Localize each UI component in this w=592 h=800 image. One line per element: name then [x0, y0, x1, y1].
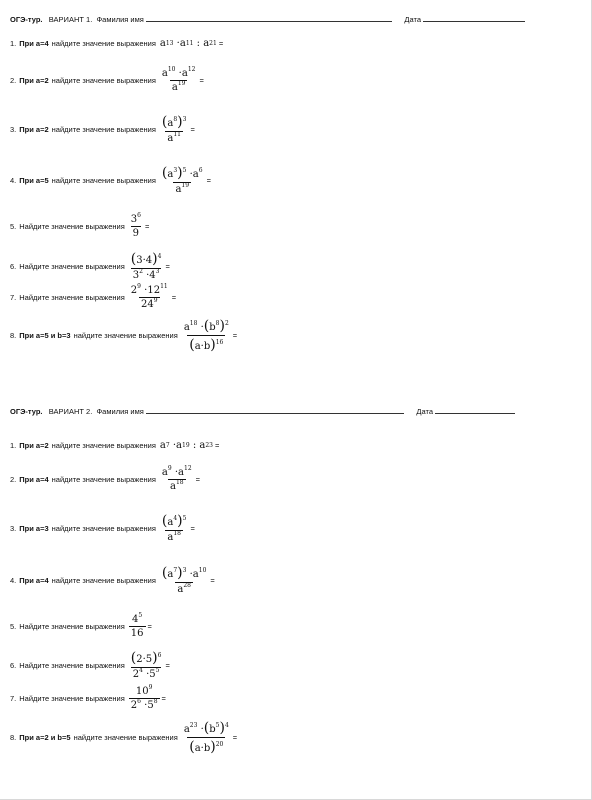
equals-sign: =: [190, 523, 195, 533]
v2-question-7: [10, 686, 166, 711]
question-condition: При а=2: [19, 441, 49, 450]
question-task: найдите значение выражения: [51, 76, 156, 85]
question-number: 6.: [10, 660, 17, 670]
expression: $\frac{4^5}{16}$: [130, 612, 144, 639]
name-field-line[interactable]: [146, 406, 404, 414]
v2-question-6: [10, 650, 170, 680]
question-condition: При а=2: [19, 124, 49, 134]
question-number: 5.: [10, 622, 17, 631]
expression: $\frac{10^9}{2^6 \cdot 5^8}$: [130, 684, 158, 711]
question-task: Найдите значение выражения: [19, 622, 125, 631]
date-label: Дата: [404, 15, 422, 24]
question-task: Найдите значение выражения: [19, 293, 125, 302]
expression: $\frac{a^{23} \cdot(b^5)^4}{(a\cdot b)^{20}}$: [183, 720, 229, 755]
header-title: ОГЭ-тур.: [10, 15, 43, 24]
equals-sign: =: [210, 575, 215, 585]
question-number: 1.: [10, 39, 17, 48]
expression: $\frac{(3\cdot 4)^4}{3^2 \cdot 4^3}$: [130, 251, 162, 281]
equals-sign: =: [195, 475, 201, 484]
v2-question-1: [10, 440, 219, 451]
question-number: 4.: [10, 175, 17, 185]
question-task: Найдите значение выражения: [19, 261, 125, 271]
date-label: Дата: [416, 407, 434, 416]
question-task: найдите значение выражения: [51, 124, 156, 134]
question-task: Найдите значение выражения: [19, 222, 125, 231]
name-label: Фамилия имя: [96, 407, 144, 416]
question-condition: При а=4: [19, 475, 49, 484]
equals-sign: =: [190, 124, 195, 134]
question-number: 8.: [10, 331, 17, 340]
expression: $\frac{(a^4)^5}{a^{18}}$: [161, 513, 187, 543]
v2-question-4: [10, 565, 215, 595]
question-number: 8.: [10, 733, 17, 742]
date-field-line[interactable]: [435, 406, 515, 414]
question-task: найдите значение выражения: [51, 441, 156, 450]
expression: $\frac{a^{10} \cdot a^{12}}{a^{19}}$: [161, 66, 196, 93]
question-condition: При а=2: [19, 76, 49, 85]
expression: $\frac{(a^7)^3 \cdot a^{10}}{a^{28}}$: [161, 565, 207, 595]
expression: $\frac{2^9 \cdot 12^{11}}{24^9}$: [130, 283, 168, 310]
question-number: 3.: [10, 523, 17, 533]
question-task: найдите значение выражения: [51, 475, 156, 484]
question-task: Найдите значение выражения: [19, 660, 125, 670]
name-label: Фамилия имя: [96, 15, 144, 24]
question-condition: При а=5: [19, 175, 49, 185]
question-number: 5.: [10, 222, 17, 231]
date-field-line[interactable]: [423, 14, 525, 22]
expression: $\frac{(a^8)^3}{a^{11}}$: [161, 114, 187, 144]
question-condition: При а=5 и b=3: [19, 331, 71, 340]
question-number: 7.: [10, 694, 17, 703]
question-number: 2.: [10, 475, 17, 484]
question-number: 7.: [10, 293, 17, 302]
equals-sign: =: [215, 441, 220, 450]
equals-sign: =: [232, 733, 238, 742]
header-variant: ВАРИАНТ 1.: [48, 15, 93, 24]
equals-sign: =: [161, 694, 166, 703]
expression: a 13 ·a 11 : a 21: [159, 38, 217, 49]
v2-question-3: [10, 513, 195, 543]
question-condition: При а=2 и b=5: [19, 733, 71, 742]
equals-sign: =: [171, 293, 177, 302]
equals-sign: =: [147, 622, 152, 631]
variant-2-header: [10, 406, 515, 416]
variant-1-header: [10, 14, 525, 24]
expression: a 7 ·a 19 : a 23: [159, 440, 213, 451]
v2-question-5: [10, 614, 152, 639]
expression: $\frac{(2\cdot 5)^6}{2^4 \cdot 5^5}$: [130, 650, 162, 680]
question-task: Найдите значение выражения: [19, 694, 125, 703]
equals-sign: =: [165, 660, 170, 670]
question-task: найдите значение выражения: [73, 331, 178, 340]
question-number: 2.: [10, 76, 17, 85]
v1-question-7: [10, 285, 176, 310]
equals-sign: =: [165, 261, 170, 271]
v1-question-6: [10, 251, 170, 281]
v2-question-8: [10, 720, 237, 755]
question-task: найдите значение выражения: [51, 523, 156, 533]
v1-question-4: [10, 165, 211, 195]
v1-question-1: [10, 38, 223, 49]
equals-sign: =: [232, 331, 238, 340]
equals-sign: =: [199, 76, 204, 85]
expression: $\frac{3^6}{9}$: [130, 212, 141, 239]
question-condition: При а=4: [19, 39, 49, 48]
question-condition: При а=3: [19, 523, 49, 533]
v1-question-5: [10, 214, 149, 239]
question-task: найдите значение выражения: [73, 733, 178, 742]
v1-question-8: [10, 318, 237, 353]
question-number: 4.: [10, 575, 17, 585]
question-task: найдите значение выражения: [51, 39, 156, 48]
v2-question-2: [10, 467, 200, 492]
question-number: 3.: [10, 124, 17, 134]
equals-sign: =: [206, 175, 211, 185]
question-number: 6.: [10, 261, 17, 271]
question-condition: При а=4: [19, 575, 49, 585]
v1-question-3: [10, 114, 195, 144]
question-task: найдите значение выражения: [51, 175, 156, 185]
name-field-line[interactable]: [146, 14, 392, 22]
v1-question-2: [10, 68, 204, 93]
expression: $\frac{(a^3)^5 \cdot a^6}{a^{19}}$: [161, 165, 203, 195]
header-title: ОГЭ-тур.: [10, 407, 43, 416]
question-task: найдите значение выражения: [51, 575, 156, 585]
equals-sign: =: [218, 39, 224, 48]
header-variant: ВАРИАНТ 2.: [48, 407, 93, 416]
expression: $\frac{a^9 \cdot a^{12}}{a^{18}}$: [161, 465, 192, 492]
equals-sign: =: [144, 222, 150, 231]
expression: $\frac{a^{18} \cdot(b^8)^2}{(a\cdot b)^{16}}$: [183, 318, 229, 353]
question-number: 1.: [10, 441, 17, 450]
